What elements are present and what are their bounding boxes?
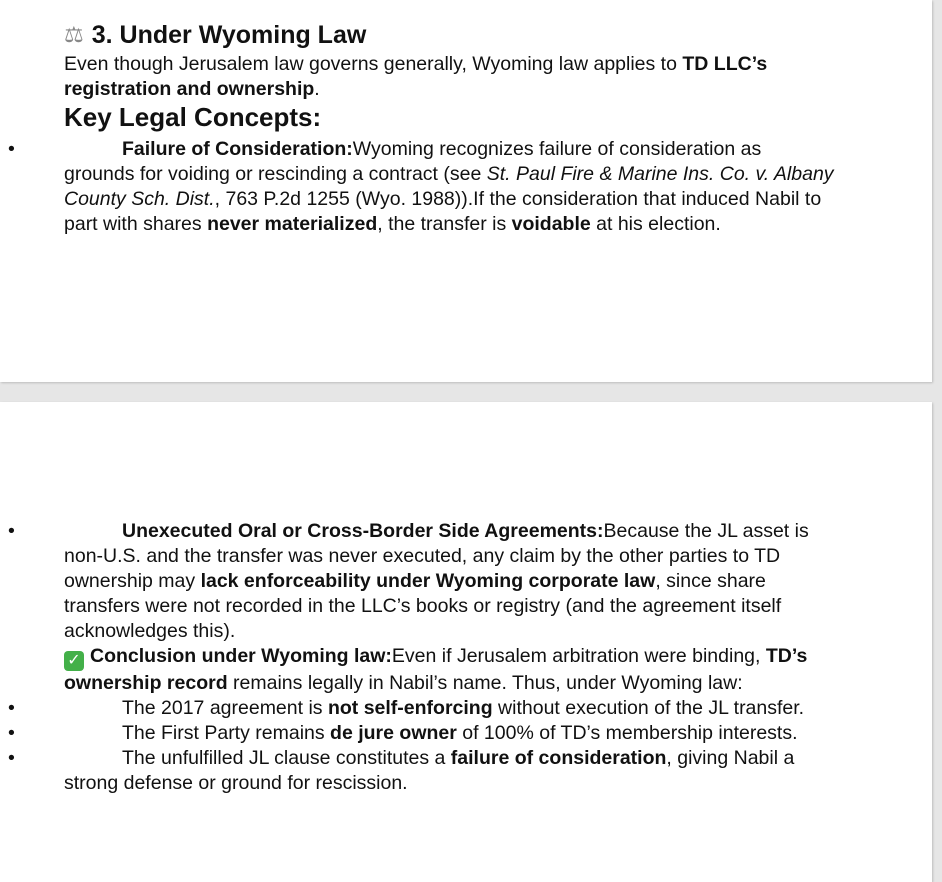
item-bold: de jure owner xyxy=(330,722,457,744)
list-item xyxy=(8,721,834,746)
bullet-text: at his election. xyxy=(590,213,721,235)
bullet-dot: • xyxy=(8,747,15,769)
bullet-dot: • xyxy=(8,138,15,160)
item-bold: not self-enforcing xyxy=(327,697,493,719)
item-text: of 100% of TD’s membership interests. xyxy=(456,722,798,744)
intro-paragraph xyxy=(64,52,834,102)
intro-bold: TD LLC’s registration and ownership xyxy=(64,53,768,100)
page-2-content xyxy=(8,519,834,796)
conclusion-text: Even if Jerusalem arbitration were binding, xyxy=(391,645,766,667)
bullet-bold: voidable xyxy=(511,213,591,235)
document-page-1 xyxy=(0,0,932,382)
bullet-unexecuted-agreements xyxy=(8,519,834,644)
list-item xyxy=(8,746,834,796)
page-1-content xyxy=(8,18,834,237)
bullet-text: Wyoming recognizes failure of consideration as grounds for voiding or rescinding a contract (see xyxy=(64,138,762,185)
bullet-text: Because the JL asset is non-U.S. and the transfer was never executed, any claim by the other parties to TD ownership may xyxy=(64,520,809,592)
item-text: The First Party remains xyxy=(122,722,331,744)
bullet-dot: • xyxy=(8,697,15,719)
item-bold: failure of consideration xyxy=(450,747,667,769)
subheading: Key Legal Concepts: xyxy=(64,102,322,132)
bullet-dot: • xyxy=(8,722,15,744)
item-text: The unfulfilled JL clause constitutes a xyxy=(122,747,451,769)
item-text: without execution of the JL transfer. xyxy=(492,697,805,719)
bullet-text: , since share transfers were not recorded in the LLC’s books or registry (and the agreement itself acknowledges this). xyxy=(64,570,782,642)
bullet-text: , the transfer is xyxy=(377,213,512,235)
conclusion-bold: TD’s ownership record xyxy=(64,645,808,694)
list-item xyxy=(8,696,834,721)
case-citation: St. Paul Fire & Marine Ins. Co. v. Albany County Sch. Dist. xyxy=(64,163,834,210)
scale-icon: ⚖ xyxy=(64,22,84,47)
section-heading xyxy=(64,18,834,52)
bullet-bold: never materialized xyxy=(207,213,378,235)
bullet-dot: • xyxy=(8,520,15,542)
bullet-failure-of-consideration xyxy=(8,137,834,237)
document-page-2 xyxy=(0,402,932,882)
bullet-text: , 763 P.2d 1255 (Wyo. 1988)).If the consideration that induced Nabil to part with shares xyxy=(64,188,822,235)
intro-end: . xyxy=(314,78,320,100)
conclusion-paragraph xyxy=(64,644,834,696)
conclusion-title: Conclusion under Wyoming law: xyxy=(90,645,392,667)
bullet-title: Failure of Consideration: xyxy=(122,138,353,160)
item-text: The 2017 agreement is xyxy=(122,697,328,719)
bullet-bold: lack enforceability under Wyoming corporate law xyxy=(200,570,656,592)
conclusion-text: remains legally in Nabil’s name. Thus, under Wyoming law: xyxy=(227,672,743,694)
check-icon: ✓ xyxy=(64,651,84,671)
item-text: , giving Nabil a strong defense or ground for rescission. xyxy=(64,747,795,794)
intro-text: Even though Jerusalem law governs generally, Wyoming law applies to xyxy=(64,53,683,75)
section-heading-text: 3. Under Wyoming Law xyxy=(91,21,367,49)
bullet-title: Unexecuted Oral or Cross-Border Side Agreements: xyxy=(122,520,604,542)
